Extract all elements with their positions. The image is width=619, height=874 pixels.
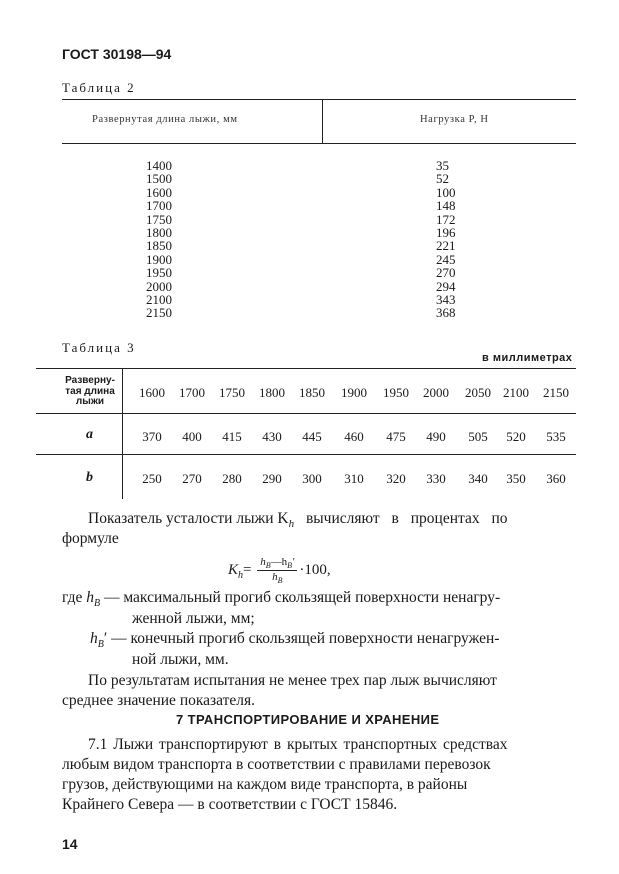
subscript: B: [93, 598, 101, 610]
table2-cell: 1900: [146, 251, 172, 267]
table3-a-cell: 430: [262, 429, 282, 444]
table3-length-cell: 1900: [341, 385, 367, 400]
table3-a-cell: 490: [426, 429, 446, 444]
table2-header-rule: [62, 143, 576, 144]
table2-cell: 148: [436, 198, 456, 214]
table2-cell: 196: [436, 225, 456, 241]
section7-line1: 7.1 Лыжи транспортируют в крытых транспортных средствах: [88, 736, 508, 753]
table2-top-rule: [62, 99, 576, 100]
table2-cell: 343: [436, 292, 456, 308]
table2-cell: 270: [436, 265, 456, 281]
table3-b-cell: 290: [262, 471, 282, 486]
symbol: h: [90, 630, 98, 647]
prime: ′: [103, 630, 108, 647]
table2-cell: 2000: [146, 278, 172, 294]
results-paragraph-line2: среднее значение показателя.: [62, 692, 256, 709]
table3-length-cell: 2100: [503, 385, 529, 400]
definition-hb-prime-cont: ной лыжи, мм.: [132, 651, 229, 668]
document-header: ГОСТ 30198—94: [62, 46, 172, 62]
table3-header-rule: [36, 413, 576, 414]
table3-row-header-line: тая длина: [65, 385, 115, 397]
section-heading: 7 ТРАНСПОРТИРОВАНИЕ И ХРАНЕНИЕ: [176, 712, 440, 727]
table2-cell: 1800: [146, 225, 172, 241]
table3-a-cell: 445: [302, 429, 322, 444]
formula-equals: =: [243, 562, 252, 579]
fraction-prime: ′: [292, 556, 295, 568]
table3-a-cell: 415: [222, 429, 242, 444]
table3-row-a-label: a: [86, 427, 93, 442]
text-run: вычисляют в процентах по: [294, 510, 508, 527]
table2-cell: 1700: [146, 198, 172, 214]
table3-a-cell: 520: [506, 429, 526, 444]
fatigue-paragraph-line2: формуле: [62, 530, 119, 547]
table2-cell: 221: [436, 238, 456, 254]
table3-length-cell: 1950: [383, 385, 409, 400]
formula-denominator: [257, 571, 297, 585]
table3-length-cell: 1800: [259, 385, 285, 400]
table2-cell: 1950: [146, 265, 172, 281]
table2-cell: 1400: [146, 158, 172, 173]
formula-numerator: [257, 556, 297, 571]
table3-top-rule: [36, 368, 576, 369]
subscript: B: [97, 639, 104, 651]
fraction-sub: B: [277, 576, 283, 586]
section7-line3: грузов, действующими на каждом виде транспорта, в районы: [62, 776, 468, 793]
results-paragraph-line1: По результатам испытания не менее трех пар лыж вычисляют: [88, 672, 497, 689]
table3-row-b-label: b: [86, 470, 93, 485]
text-run: — максимальный прогиб скользящей поверхности ненагру-: [100, 589, 501, 606]
table2-cell: 172: [436, 211, 456, 227]
table3-length-cell: 2000: [423, 385, 449, 400]
formula-fraction: [257, 556, 297, 585]
table3-a-cell: 535: [546, 429, 566, 444]
table2-caption: Таблица 2: [62, 80, 136, 95]
table3-units: в миллиметрах: [482, 352, 573, 364]
subscript: h: [288, 518, 295, 531]
text-run: — конечный прогиб скользящей поверхности ненагружен-: [107, 630, 500, 647]
table3-length-cell: 2050: [465, 385, 491, 400]
table3-b-cell: 330: [426, 471, 446, 486]
fraction-symbol: h: [272, 571, 278, 584]
definition-hb-prime: [90, 630, 499, 650]
fraction-sub: B: [287, 561, 293, 571]
table3-length-cell: 1850: [299, 385, 325, 400]
table2-cell: 368: [436, 305, 456, 321]
table3-length-cell: 2150: [543, 385, 569, 400]
fraction-sub: B: [265, 561, 271, 571]
table2-col2-header: Нагрузка P, Н: [420, 114, 489, 125]
fatigue-paragraph-line1: [88, 510, 508, 530]
table3-row-header: [58, 376, 122, 408]
text-run: Показатель усталости лыжи K: [88, 510, 289, 527]
page-number: 14: [62, 836, 78, 852]
table3-b-cell: 320: [386, 471, 406, 486]
formula-lhs: K: [228, 562, 239, 579]
table3-b-cell: 310: [344, 471, 364, 486]
table3-a-cell: 400: [182, 429, 202, 444]
table3-row-rule: [36, 454, 576, 455]
table2-header-divider: [322, 99, 323, 143]
table2-cell: 35: [436, 158, 449, 173]
table3-label-divider: [122, 368, 123, 499]
table2-cell: 100: [436, 184, 456, 200]
table3-a-cell: 505: [468, 429, 488, 444]
table3-length-cell: 1600: [139, 385, 165, 400]
fraction-symbol: —h: [270, 556, 288, 568]
table2-cell: 2100: [146, 292, 172, 308]
table3-a-cell: 370: [142, 429, 162, 444]
table3-b-cell: 340: [468, 471, 488, 486]
table2-load-column: [436, 159, 456, 320]
table2-cell: 2150: [146, 305, 172, 321]
fraction-symbol: h: [260, 556, 266, 568]
table2-cell: 1850: [146, 238, 172, 254]
table3-a-cell: 460: [344, 429, 364, 444]
formula-tail: ·100,: [299, 562, 331, 579]
table3-a-cell: 475: [386, 429, 406, 444]
table3-row-header-line: Разверну-: [65, 375, 115, 386]
formula-lhs-sub: h: [238, 570, 244, 582]
table2-col1-header: Развернутая длина лыжи, мм: [92, 114, 238, 125]
text-run: где: [62, 589, 87, 606]
table2-cell: 1600: [146, 184, 172, 200]
section7-line4: Крайнего Севера — в соответствии с ГОСТ 15846.: [62, 796, 398, 813]
definition-hb: [62, 589, 500, 609]
table3-b-cell: 350: [506, 471, 526, 486]
table2-length-column: [146, 159, 172, 320]
table3-row-header-line: лыжи: [75, 396, 105, 407]
fatigue-formula: [228, 556, 331, 585]
section7-line2: любым видом транспорта в соответствии с правилами перевозок: [62, 756, 491, 773]
table3-b-cell: 280: [222, 471, 242, 486]
table3-b-cell: 270: [182, 471, 202, 486]
table3-b-cell: 250: [142, 471, 162, 486]
table2-cell: 1750: [146, 211, 172, 227]
table3-length-cell: 1700: [179, 385, 205, 400]
table3-caption: Таблица 3: [62, 340, 136, 355]
table3-b-cell: 300: [302, 471, 322, 486]
table2-cell: 1500: [146, 171, 172, 187]
table2-cell: 52: [436, 171, 449, 187]
definition-hb-cont: женной лыжи, мм;: [132, 610, 255, 627]
table2-cell: 245: [436, 251, 456, 267]
symbol: h: [86, 589, 94, 606]
table3-length-cell: 1750: [219, 385, 245, 400]
table3-b-cell: 360: [546, 471, 566, 486]
table2-cell: 294: [436, 278, 456, 294]
